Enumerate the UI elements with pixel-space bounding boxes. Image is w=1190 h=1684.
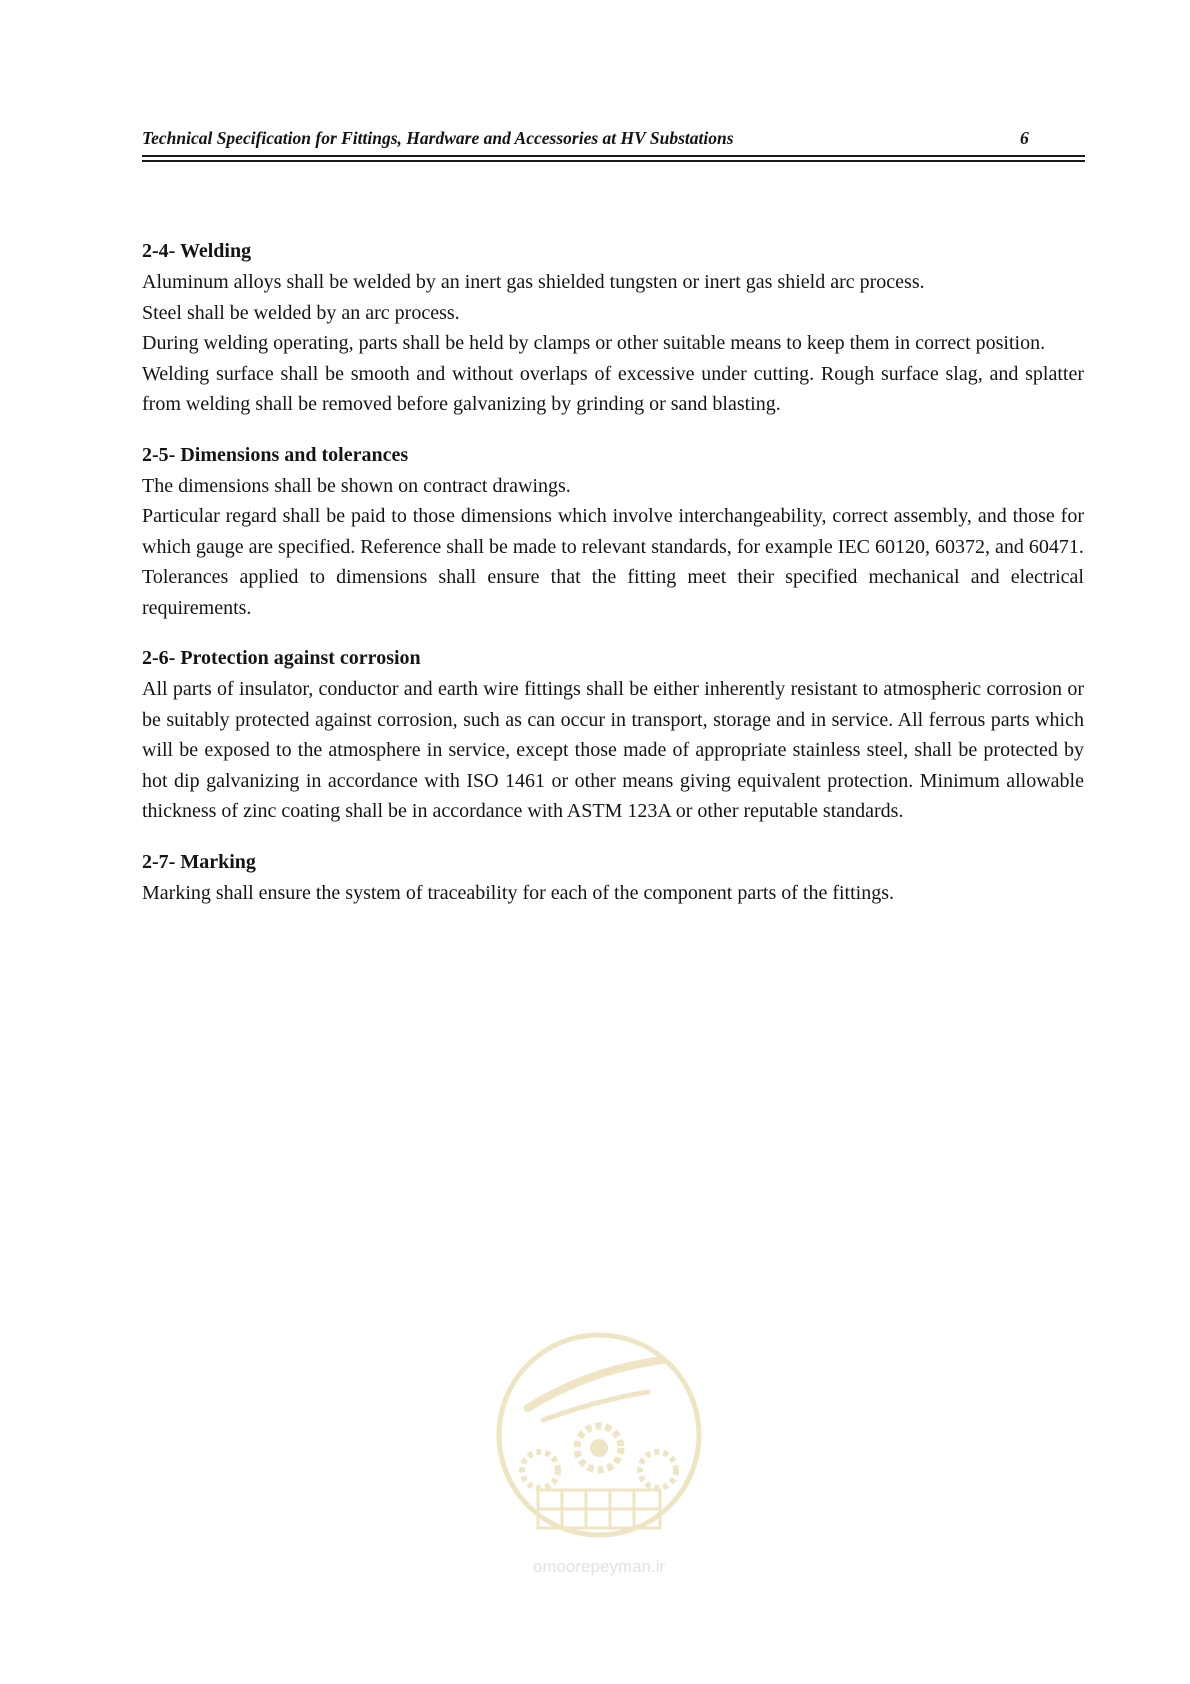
page-number: 6 [1020, 128, 1029, 148]
paragraph: All parts of insulator, conductor and earth wire fittings shall be either inherently resistant to atmospheric corrosion or be suitably protected against corrosion, such as can occur in transport, storage and in service. All ferrous parts which will be exposed to the atmosphere in service, except those made of appropriate stainless steel, shall be protected by hot dip galvanizing in accordance with ISO 1461 or other means giving equivalent protection. Minimum allowable thickness of zinc coating shall be in accordance with ASTM 123A or other reputable standards. [142, 678, 1084, 822]
paragraph: Aluminum alloys shall be welded by an inert gas shielded tungsten or inert gas shield arc process. [142, 271, 925, 293]
header-rule-bottom [142, 160, 1085, 162]
watermark-url: omoorepeyman.ir [532, 1557, 666, 1576]
paragraph: During welding operating, parts shall be held by clamps or other suitable means to keep them in correct position. [142, 332, 1046, 354]
section-dimensions-and-tolerances [142, 439, 1084, 624]
section-heading: 2-6- Protection against corrosion [142, 647, 421, 669]
section-heading: 2-7- Marking [142, 850, 256, 873]
header-rule-top [142, 155, 1085, 157]
section-heading: 2-5- Dimensions and tolerances [142, 443, 409, 466]
section-welding [142, 235, 1084, 420]
header-title: Technical Specification for Fittings, Hardware and Accessories at HV Substations [142, 128, 734, 148]
running-header [142, 126, 1079, 150]
paragraph: The dimensions shall be shown on contract drawings. [142, 474, 571, 497]
paragraph: Marking shall ensure the system of traceability for each of the component parts of the fittings. [142, 881, 895, 904]
watermark [488, 1330, 710, 1580]
section-marking [142, 846, 1084, 909]
paragraph: Particular regard shall be paid to those dimensions which involve interchangeability, correct assembly, and those for which gauge are specified. Reference shall be made to relevant standards, for example IEC 60120, 60372, and 60471. [142, 505, 1084, 558]
paragraph: Steel shall be welded by an arc process. [142, 301, 460, 324]
section-heading: 2-4- Welding [142, 240, 252, 262]
paragraph: Welding surface shall be smooth and without overlaps of excessive under cutting. Rough surface slag, and splatter from welding shall be removed before galvanizing by grinding or sand blasting. [142, 362, 1084, 415]
section-protection-against-corrosion [142, 642, 1084, 827]
paragraph: Tolerances applied to dimensions shall ensure that the fitting meet their specified mechanical and electrical requirements. [142, 566, 1084, 619]
watermark-logo-icon [488, 1330, 710, 1550]
document-body [142, 235, 1084, 908]
